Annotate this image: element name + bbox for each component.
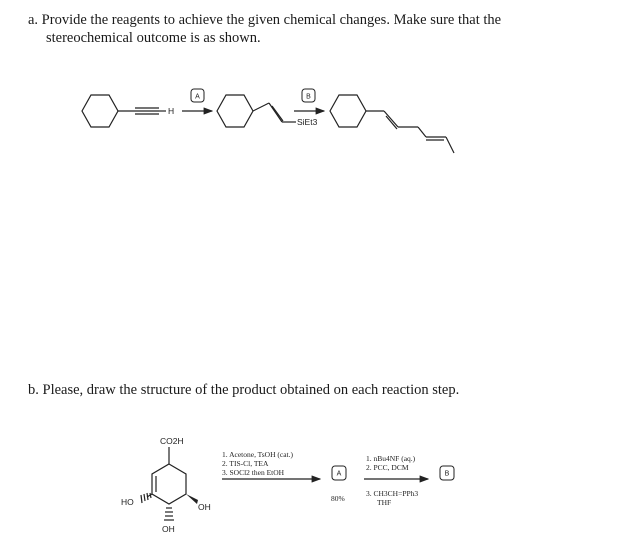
question-a-line-1: a. Provide the reagents to achieve the given chemical changes. Make sure that the — [28, 12, 502, 28]
silyl-group-label: SiEt3 — [297, 117, 318, 127]
cyclohexane-ring-1 — [82, 95, 118, 127]
scheme-b — [121, 436, 454, 534]
wedge-right — [186, 494, 198, 504]
cyclohexane-ring-2 — [217, 95, 253, 127]
hashed-wedge-bottom — [164, 508, 174, 520]
diene-chain — [366, 111, 454, 153]
condition-1-step-3: 3. SOCl2 then EtOH — [222, 468, 285, 477]
condition-1-step-2: 2. TIS-Cl, TEA — [222, 459, 269, 468]
yield-label: 80% — [331, 494, 345, 503]
condition-2-solvent: THF — [377, 498, 392, 507]
condition-2-step-3: 3. CH3CH=PPh3 — [366, 489, 419, 498]
cyclohexane-ring-3 — [330, 95, 366, 127]
hydroxyl-left-label: HO — [121, 497, 134, 507]
question-b-text: b. Please, draw the structure of the product obtained on each reaction step. — [28, 382, 460, 398]
alkyne-triple-bond — [118, 108, 166, 114]
hydroxyl-bottom-label: OH — [162, 524, 175, 534]
cyclohexene-ring — [152, 464, 186, 504]
condition-2-step-1: 1. nBu4NF (aq.) — [366, 454, 416, 463]
condition-1-step-1: 1. Acetone, TsOH (cat.) — [222, 450, 293, 459]
question-a-line-2: stereochemical outcome is as shown. — [46, 30, 261, 46]
condition-2-step-2: 2. PCC, DCM — [366, 463, 409, 472]
reagent-box-a1-label: A — [195, 93, 200, 101]
product-box-a-label: A — [336, 470, 342, 478]
scheme-a — [82, 89, 454, 153]
hydroxyl-right-label: OH — [198, 502, 211, 512]
product-box-b-label: B — [444, 470, 450, 478]
carboxylic-acid-label: CO2H — [160, 436, 184, 446]
reagent-box-b1-label: B — [306, 93, 311, 101]
vinylsilane-chain — [253, 103, 296, 122]
alkyne-hydrogen-label: H — [168, 106, 175, 116]
hashed-wedge-left — [141, 493, 152, 503]
